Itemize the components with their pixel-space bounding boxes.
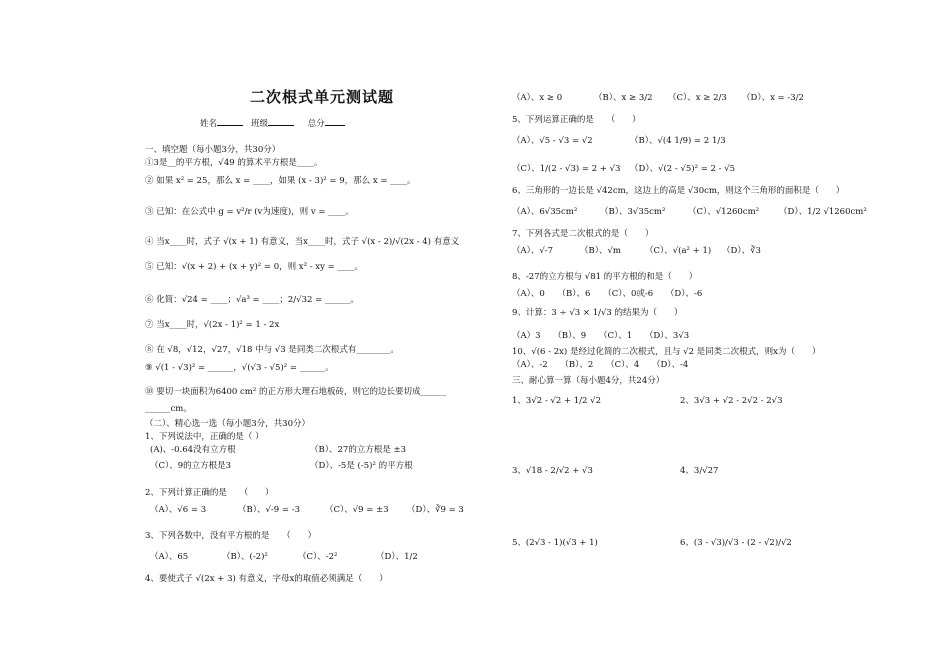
option-4b[interactable]: （B）、x ≥ 3/2 — [594, 93, 653, 103]
option-2d[interactable]: （D）、∛9 = 3 — [407, 505, 464, 515]
section-3-heading: 三、耐心算一算（每小题4分，共24分） — [512, 376, 665, 386]
fill-question-1: ①3是__的平方根，√49 的算术平方根是____。 — [145, 158, 323, 168]
fill-question-10-continued: ______cm。 — [145, 404, 192, 414]
option-4d[interactable]: （D）、x = -3/2 — [742, 93, 804, 103]
option-6d[interactable]: （D）、1/2 √1260cm² — [779, 207, 867, 217]
calc-problem-4: 4、3/√27 — [680, 466, 719, 476]
fill-question-5: ⑤ 已知：√(x + 2) + (x + y)² = 0，则 x² - xy = ____。 — [145, 262, 363, 272]
class-label: 班级 — [251, 119, 269, 129]
option-2c[interactable]: （C）、√9 = ±3 — [325, 505, 389, 515]
choice-question-9: 9、计算：3 ÷ √3 × 1/√3 的结果为（ ） — [512, 308, 683, 318]
fill-question-4: ④ 当x____时，式子 √(x + 1) 有意义，当x____时，式子 √(x - 2)/√(2x - 4) 有意义 — [145, 237, 460, 247]
option-6c[interactable]: （C）、√1260cm² — [688, 207, 760, 217]
option-4c[interactable]: （C）、x ≥ 2/3 — [668, 93, 727, 103]
option-1a[interactable]: (A)、-0.64没有立方根 — [150, 445, 236, 455]
option-7d[interactable]: （D）、∛3 — [722, 246, 761, 256]
option-3d[interactable]: （D）、1/2 — [376, 552, 418, 562]
fill-question-7: ⑦ 当x____时，√(2x - 1)² = 1 - 2x — [145, 320, 280, 330]
option-3b[interactable]: （B）、(-2)² — [222, 552, 268, 562]
option-5b[interactable]: （B）、√(4 1/9) = 2 1/3 — [630, 136, 726, 146]
choice-question-4: 4、要使式子 √(2x + 3) 有意义，字母x的取值必须满足（ ） — [145, 574, 388, 584]
choice-question-6: 6、三角形的一边长是 √42cm，这边上的高是 √30cm，则这个三角形的面积是（ ） — [512, 186, 845, 196]
calc-problem-2: 2、3√3 + √2 - 2√2 - 2√3 — [680, 396, 783, 406]
score-blank[interactable] — [325, 116, 345, 126]
section-1-heading: 一、填空题（每小题3分，共30分） — [145, 145, 281, 155]
option-1b[interactable]: （B）、27的立方根是 ±3 — [310, 445, 407, 455]
option-6b[interactable]: （B）、3√35cm² — [600, 207, 666, 217]
option-7b[interactable]: （B）、√m — [580, 246, 621, 256]
fill-question-3: ③ 已知：在公式中 g = v²/r (v为速度)，则 v = ____。 — [145, 207, 354, 217]
name-label: 姓名 — [200, 119, 218, 129]
calc-problem-6: 6、(3 - √3)/√3 - (2 - √2)/√2 — [680, 538, 792, 548]
options-9[interactable]: （A）3 （B）、9 （C）、1 （D）、3√3 — [512, 331, 690, 341]
option-5a[interactable]: （A）、√5 - √3 = √2 — [512, 136, 593, 146]
option-1d[interactable]: （D）、-5是 (-5)² 的平方根 — [310, 461, 413, 471]
fill-question-6: ⑥ 化简：√24 = ____；√a³ = ____；2/√32 = ______。 — [145, 295, 359, 305]
option-5c[interactable]: （C）、1/(2 - √3) = 2 + √3 — [512, 164, 621, 174]
fill-question-8: ⑧ 在 √8，√12，√27，√18 中与 √3 是同类二次根式有________。 — [145, 345, 399, 355]
option-1c[interactable]: （C）、9的立方根是3 — [150, 461, 232, 471]
section-2-heading: （二）、精心选一选（每小题3分，共30分） — [145, 419, 310, 429]
choice-question-8: 8、-27的立方根与 √81 的平方根的和是（ ） — [512, 272, 698, 282]
option-3a[interactable]: （A）、65 — [150, 552, 189, 562]
choice-question-5: 5、下列运算正确的是 （ ） — [512, 115, 641, 125]
choice-question-7: 7、下列各式是二次根式的是（ ） — [512, 229, 654, 239]
score-label: 总分 — [307, 119, 325, 129]
option-7c[interactable]: （C）、√(a² + 1) — [645, 246, 712, 256]
option-4a[interactable]: （A）、x ≥ 0 — [512, 93, 563, 103]
calc-problem-5: 5、(2√3 - 1)(√3 + 1) — [512, 538, 598, 548]
choice-question-1: 1、下列说法中，正确的是（ ） — [145, 432, 264, 442]
page-title: 二次根式单元测试题 — [250, 88, 395, 106]
fill-question-2: ② 如果 x² = 25，那么 x = ____，如果 (x - 3)² = 9，那么 x = ____。 — [145, 176, 416, 186]
options-8[interactable]: （A）、0 （B）、6 （C）、0或-6 （D）、-6 — [512, 289, 703, 299]
fill-question-10: ⑩ 要切一块面积为6400 cm² 的正方形大理石地板砖，则它的边长要切成______ — [145, 387, 446, 397]
name-blank[interactable] — [217, 116, 243, 126]
fill-question-9: ⑨ √(1 - √3)² = ______，√(√3 - √5)² = ______。 — [145, 363, 334, 373]
student-info-line — [200, 116, 345, 130]
calc-problem-3: 3、√18 - 2/√2 + √3 — [512, 466, 593, 476]
calc-problem-1: 1、3√2 - √2 + 1/2 √2 — [512, 396, 601, 406]
choice-question-10: 10、√(6 - 2x) 是经过化简的二次根式，且与 √2 是同类二次根式，则x为（ ） — [512, 347, 821, 357]
option-5d[interactable]: （D）、√(2 - √5)² = 2 - √5 — [630, 164, 736, 174]
option-6a[interactable]: （A）、6√35cm² — [512, 207, 578, 217]
choice-question-3: 3、下列各数中，没有平方根的是 （ ） — [145, 531, 317, 541]
option-2a[interactable]: （A）、√6 = 3 — [150, 505, 207, 515]
option-7a[interactable]: （A）、√-7 — [512, 246, 554, 256]
class-blank[interactable] — [268, 116, 294, 126]
options-10[interactable]: （A）、-2 （B）、2 （C）、4 （D）、-4 — [512, 360, 689, 370]
choice-question-2: 2、下列计算正确的是 （ ） — [145, 488, 274, 498]
option-2b[interactable]: （B）、√-9 = -3 — [238, 505, 300, 515]
option-3c[interactable]: （C）、-2² — [298, 552, 338, 562]
